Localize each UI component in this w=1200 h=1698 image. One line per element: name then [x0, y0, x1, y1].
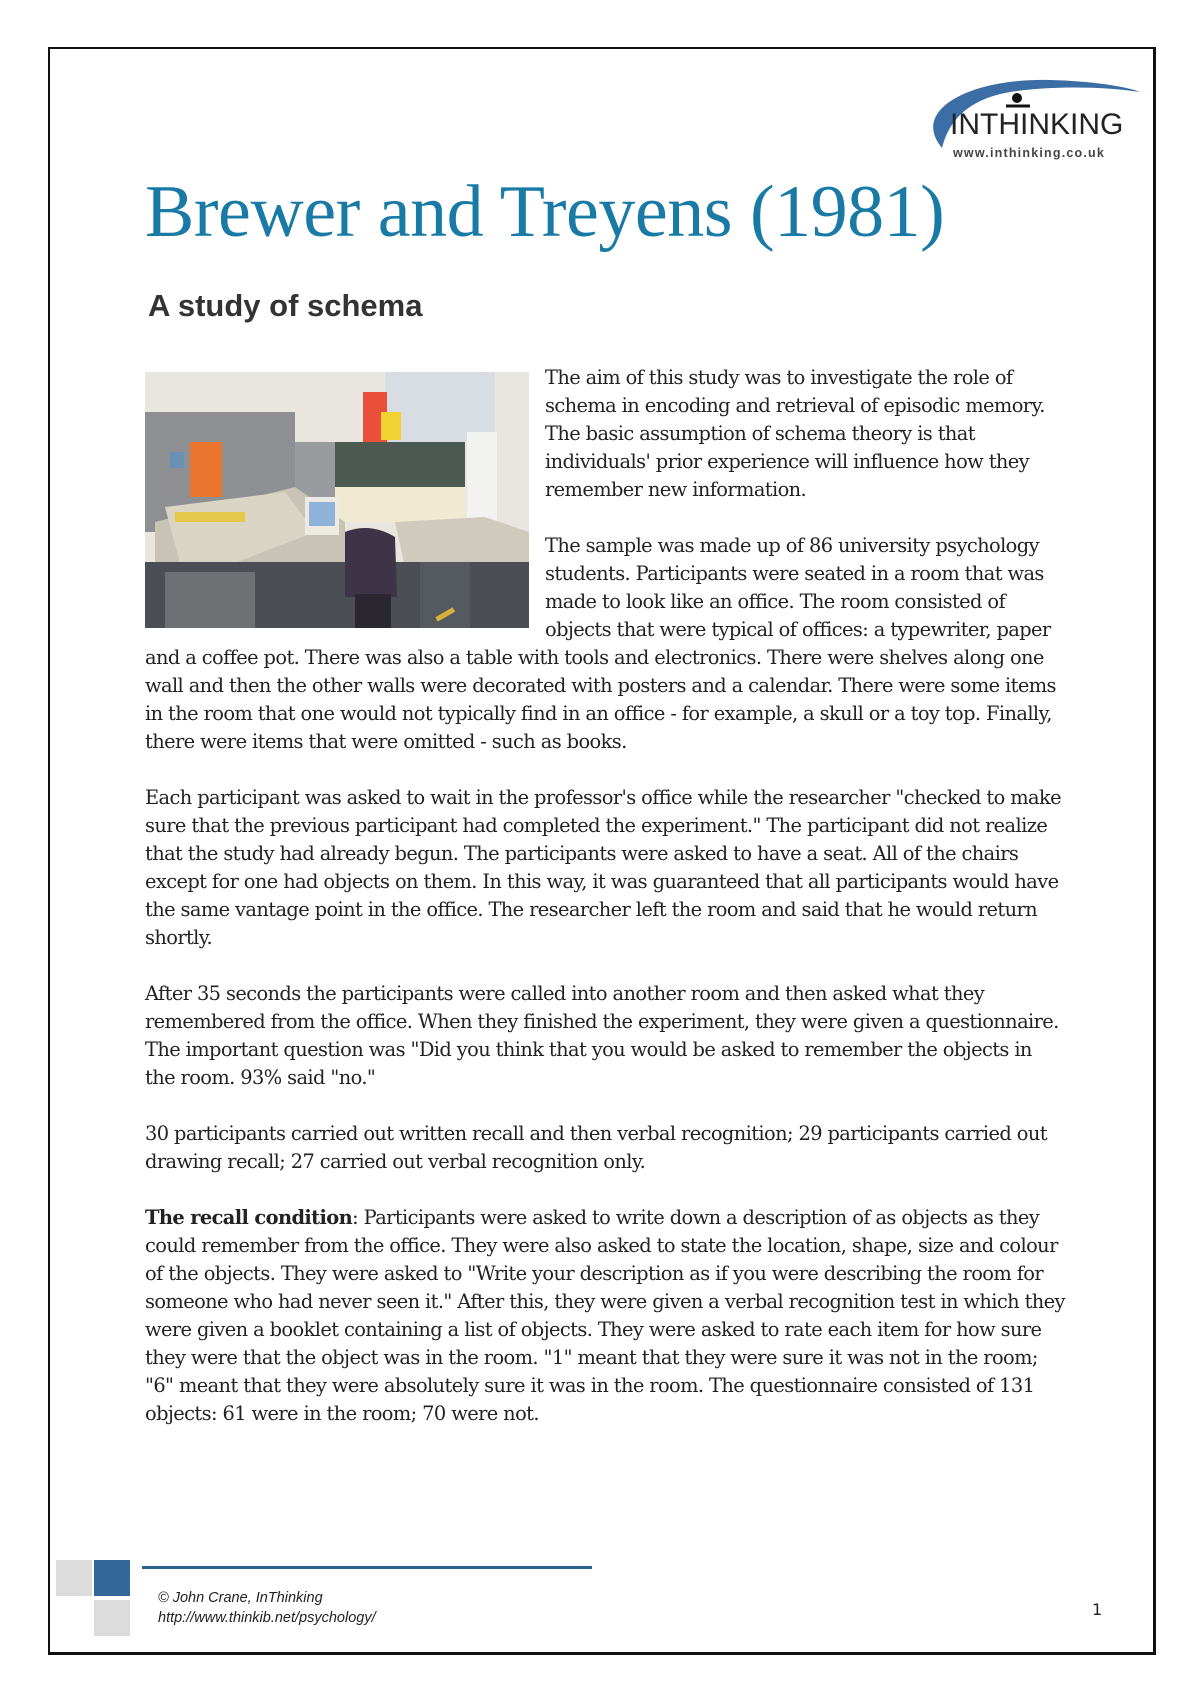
inthinking-logo [900, 70, 1140, 160]
paragraph-sample: The sample was made up of 86 university psychology students. Participants were seated in a room that was made to look like an office. The room consisted of objects that were typical of offices: a typewriter, paper and a coffee pot. There was also a table with tools and electronics. There were shelves along one wall and then the other walls were decorated with posters and a calendar. There were some items in the room that one would not typically find in an office - for example, a skull or a toy top. Finally, there were items that were omitted - such as books. [145, 534, 1056, 753]
paragraph-procedure: Each participant was asked to wait in the professor's office while the researcher "checked to make sure that the previous participant had completed the experiment." The participant did not realize that the study had already begun. The participants were asked to have a seat. All of the chairs except for one had objects on them. In this way, it was guaranteed that all participants would have the same vantage point in the office. The researcher left the room and said that he would return shortly. [145, 786, 1061, 949]
office-photo [145, 372, 529, 628]
logo-wordmark: INTHINKING [950, 108, 1124, 141]
footer-url[interactable]: http://www.thinkib.net/psychology/ [158, 1610, 376, 1626]
footer-credits [158, 1588, 376, 1628]
page-title: Brewer and Treyens (1981) [145, 171, 945, 253]
logo-url: www.inthinking.co.uk [953, 146, 1106, 160]
document-body [145, 364, 1065, 1456]
footer-square-grey-left [56, 1560, 92, 1596]
footer-square-grey-bottom [94, 1600, 130, 1636]
paragraph-questionnaire: After 35 seconds the participants were called into another room and then asked what they remembered from the office. When they finished the experiment, they were given a questionnaire. The important question was "Did you think that you would be asked to remember the objects in the room. 93% said "no." [145, 982, 1059, 1089]
paragraph-conditions: 30 participants carried out written recall and then verbal recognition; 29 participants carried out drawing recall; 27 carried out verbal recognition only. [145, 1122, 1047, 1173]
footer-copyright: © John Crane, InThinking [158, 1590, 323, 1606]
paragraph-recall-condition [145, 1204, 1065, 1428]
footer-divider [142, 1566, 592, 1569]
page-subtitle: A study of schema [148, 288, 423, 323]
paragraph-aim: The aim of this study was to investigate the role of schema in encoding and retrieval of episodic memory. The basic assumption of schema theory is that individuals' prior experience will influence how they remember new information. [545, 366, 1045, 501]
page-number: 1 [1092, 1600, 1103, 1619]
recall-text: : Participants were asked to write down a description of as objects as they could remember from the office. They were also asked to state the location, shape, size and colour of the objects. They were asked to "Write your description as if you were describing the room for someone who had never seen it." After this, they were given a verbal recognition test in which they were given a booklet containing a list of objects. They were asked to rate each item for how sure they were that the object was in the room. "1" meant that they were sure it was not in the room; "6" meant that they were absolutely sure it was in the room. The questionnaire consisted of 131 objects: 61 were in the room; 70 were not. [145, 1206, 1065, 1425]
office-photo-illustration [145, 372, 529, 628]
recall-heading: The recall condition [145, 1206, 353, 1229]
footer-square-blue [94, 1560, 130, 1596]
